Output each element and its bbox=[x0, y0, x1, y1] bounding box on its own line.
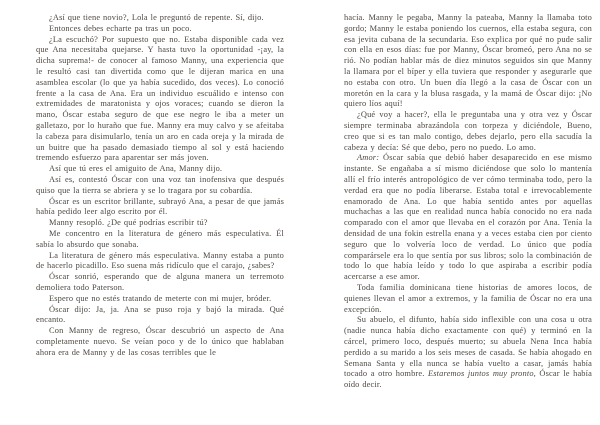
page-left bbox=[36, 13, 284, 359]
body-text: Con Manny de regreso, Óscar descubrió un aspecto de Ana completamente nuevo. Se veían poco y de lo único que hablaban ahora era de Manny y de las cosas terribles que le bbox=[36, 326, 284, 357]
paragraph bbox=[36, 35, 284, 165]
body-text: Me concentro en la literatura de género más especulativa. Él sabía lo absurdo que sonaba. bbox=[36, 228, 284, 249]
italic-text: Estaremos juntos muy pronto bbox=[428, 369, 534, 379]
paragraph bbox=[36, 272, 284, 294]
paragraph bbox=[36, 13, 284, 24]
paragraph bbox=[344, 110, 592, 153]
body-text: Óscar sabía que debió haber desaparecido en ese mismo instante. Se engañaba a sí mismo diciéndose que solo lo mantenía allí el frío interés antropológico de ver cómo terminaba todo, pero la verdad era que no podía liberarse. Estaba total e irrevocablemente enamorado de Ana. Lo que había sentido antes por aquellas muchachas a las que en realidad nunca había conocido no era nada comparado con el amor que llevaba en el corazón por Ana. Tenía la densidad de una fokin estrella enana y a veces estaba cien por ciento seguro que lo volvería loco de verdad. Lo único que podía comparársele era lo que sentía por sus libros; solo la combinación de todo lo que había leído y todo lo que aspiraba a escribir podía acercarse a ese amor. bbox=[344, 153, 592, 282]
body-text: Su abuelo, el difunto, había sido inflexible con una cosa u otra (nadie nunca había dicho exactamente con qué) y terminó en la cárcel, primero loco, después muerto; su abuela Nena Inca había perdido a su marido a los seis meses de casada. Se había ahogado en Semana Santa y ella nunca se había vuelto a casar, jamás había tocado a otro hombre. bbox=[344, 315, 592, 379]
paragraph bbox=[36, 175, 284, 197]
paragraph bbox=[36, 218, 284, 229]
body-text: Manny resopló. ¿De qué podrías escribir tú? bbox=[49, 218, 208, 228]
paragraph bbox=[344, 283, 592, 315]
paragraph bbox=[344, 315, 592, 391]
body-text: Así es, contestó Óscar con una voz tan inofensiva que después quiso que la tierra se abriera y se lo tragara por su cobardía. bbox=[36, 174, 284, 195]
body-text: Así que tú eres el amiguito de Ana, Manny dijo. bbox=[49, 164, 223, 174]
body-text: Toda familia dominicana tiene historias de amores locos, de quienes llevan el amor a extremos, y la familia de Óscar no era una excepción. bbox=[344, 282, 592, 314]
paragraph bbox=[344, 153, 592, 283]
italic-text: Amor: bbox=[357, 153, 380, 163]
paragraph bbox=[36, 24, 284, 35]
paragraph bbox=[36, 305, 284, 327]
paragraph bbox=[344, 13, 592, 110]
body-text: Óscar es un escritor brillante, subrayó Ana, a pesar de que jamás había pedido leer algo escrito por él. bbox=[36, 196, 284, 217]
body-text: , Óscar le había oído decir. bbox=[344, 369, 592, 390]
body-text: ¿Qué voy a hacer?, ella le preguntaba una y otra vez y Óscar siempre terminaba abrazándola con torpeza y diciéndole, Bueno, creo que si es tan malo contigo, debes dejarlo, pero ella sacudía la cabeza y decía: Sé que debo, pero no puedo. Lo amo. bbox=[344, 110, 592, 152]
paragraph bbox=[36, 294, 284, 305]
paragraph bbox=[36, 197, 284, 219]
body-text: La literatura de género más especulativa. Manny estaba a punto de hacerlo picadillo. Eso suena más ridículo que el carajo, ¿sabes? bbox=[36, 250, 284, 271]
paragraph bbox=[36, 229, 284, 251]
paragraph bbox=[36, 251, 284, 273]
page-right bbox=[344, 13, 592, 391]
body-text: Óscar sonrió, esperando que de alguna manera un terremoto demoliera todo Paterson. bbox=[36, 272, 284, 292]
paragraph bbox=[36, 326, 284, 358]
body-text: Entonces debes echarte pa tras un poco. bbox=[49, 23, 192, 33]
body-text: ¿Así que tiene novio?, Lola le preguntó de repente. Sí, dijo. bbox=[49, 13, 264, 22]
body-text: Óscar dijo: Ja, ja. Ana se puso roja y bajó la mirada. Qué encanto. bbox=[36, 304, 284, 325]
body-text: ¿La escuchó? Por supuesto que no. Estaba disponible cada vez que Ana necesitaba quejarse. Y hasta tuvo la oportunidad -¡ay, la dicha suprema!- de conocer al famoso Manny, una experiencia que le resultó casi tan divertida como que le dijeran marica en una asamblea escolar (lo que ya había sucedido, dos veces). Lo conoció frente a la casa de Ana. Era un individuo escuálido e intenso con extremidades de maratonista y ojos voraces; cuando se dieron la mano, Óscar estaba seguro de que ese negro le iba a meter un galletazo, por lo huraño que fue. Manny era muy calvo y se afeitaba la cabeza para disimularlo, tenía un aro en cada oreja y la mirada de un buitre que ha pasado demasiado tiempo al sol y está haciendo tremendo esfuerzo para aparentar ser más joven. bbox=[36, 34, 284, 163]
paragraph bbox=[36, 164, 284, 175]
body-text: Espero que no estés tratando de meterte con mi mujer, bróder. bbox=[49, 293, 272, 303]
body-text: hacía. Manny le pegaba, Manny la pateaba, Manny la llamaba toto gordo; Manny le estaba poniendo los cuernos, ella estaba segura, con esa jevita cubana de la secundaria. Eso explica por qué no pude salir con ella en esos días: fue por Manny, Óscar bromeó, pero Ana no se rió. No podían hablar más de diez minutos seguidos sin que Manny la llamara por el bíper y ella tuviera que responder y asegurarle que no estaba con otro. Un buen día llegó a la casa de Óscar con un moretón en la cara y la blusa rasgada, y la mamá de Óscar dijo: ¡No quiero líos aquí! bbox=[344, 13, 592, 109]
